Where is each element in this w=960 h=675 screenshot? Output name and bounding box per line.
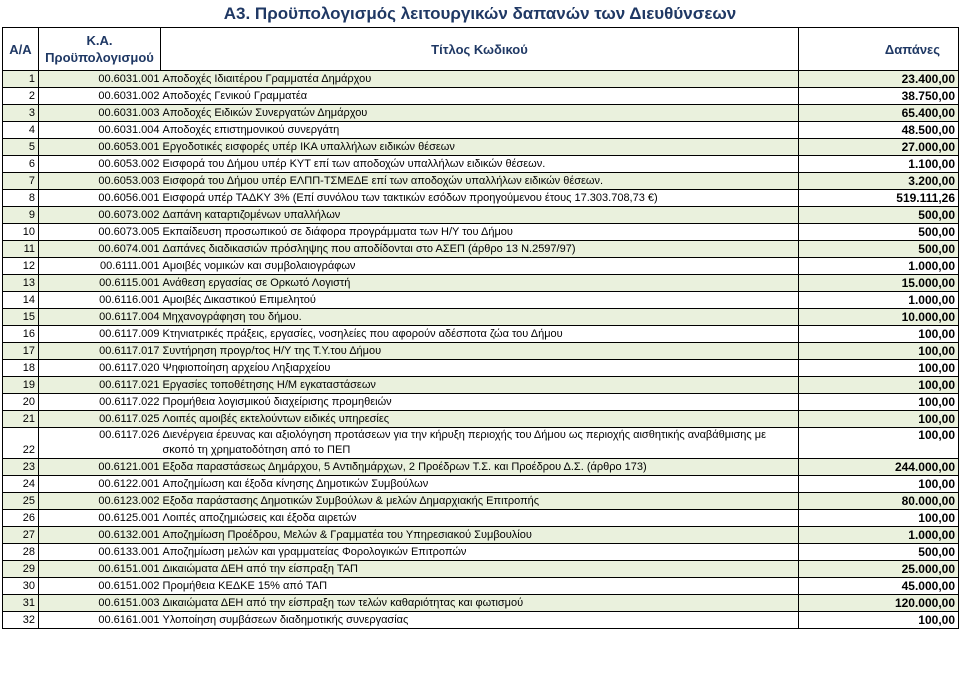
row-amount: 100,00: [799, 428, 959, 459]
row-number: 16: [3, 326, 39, 343]
row-description: Αποδοχές Ειδικών Συνεργατών Δημάρχου: [161, 105, 799, 122]
row-number: 22: [3, 428, 39, 459]
row-code: 00.6151.001: [39, 561, 161, 578]
row-description: Αποδοχές επιστημονικού συνεργάτη: [161, 122, 799, 139]
row-code: 00.6125.001: [39, 510, 161, 527]
row-number: 29: [3, 561, 39, 578]
row-description: Μηχανογράφηση του δήμου.: [161, 309, 799, 326]
row-number: 5: [3, 139, 39, 156]
table-row: [3, 207, 959, 224]
table-row: [3, 88, 959, 105]
table-header-row: [3, 28, 959, 71]
row-number: 17: [3, 343, 39, 360]
row-code: 00.6117.022: [39, 394, 161, 411]
row-amount: 500,00: [799, 207, 959, 224]
row-description: Εισφορά υπέρ ΤΑΔΚΥ 3% (Επί συνόλου των τακτικών εσόδων προηγούμενου έτους 17.303.708,73 €): [161, 190, 799, 207]
row-description: Εισφορά του Δήμου υπέρ ΕΛΠΠ-ΤΣΜΕΔΕ επί των αποδοχών υπαλλήλων ειδικών θέσεων.: [161, 173, 799, 190]
row-number: 14: [3, 292, 39, 309]
row-code: 00.6122.001: [39, 476, 161, 493]
table-row: [3, 190, 959, 207]
row-amount: 10.000,00: [799, 309, 959, 326]
row-amount: 65.400,00: [799, 105, 959, 122]
row-description: Προμήθεια λογισμικού διαχείρισης προμηθειών: [161, 394, 799, 411]
row-number: 11: [3, 241, 39, 258]
table-row: [3, 292, 959, 309]
table-row: [3, 173, 959, 190]
row-description: Αποδοχές Γενικού Γραμματέα: [161, 88, 799, 105]
row-description: Δαπάνες διαδικασιών πρόσληψης που αποδίδονται στο ΑΣΕΠ (άρθρο 13 Ν.2597/97): [161, 241, 799, 258]
table-row: [3, 275, 959, 292]
row-number: 28: [3, 544, 39, 561]
row-code: 00.6031.002: [39, 88, 161, 105]
row-code: 00.6117.025: [39, 411, 161, 428]
row-amount: 1.000,00: [799, 527, 959, 544]
row-amount: 80.000,00: [799, 493, 959, 510]
row-number: 30: [3, 578, 39, 595]
row-amount: 519.111,26: [799, 190, 959, 207]
row-description: Δικαιώματα ΔΕΗ από την είσπραξη των τελών καθαριότητας και φωτισμού: [161, 595, 799, 612]
row-code: 00.6116.001: [39, 292, 161, 309]
row-description: Δικαιώματα ΔΕΗ από την είσπραξη ΤΑΠ: [161, 561, 799, 578]
row-description: Διενέργεια έρευνας και αξιολόγηση προτάσεων για την κήρυξη περιοχής του Δήμου ως περιοχής αισθητικής αναβάθμισης με σκοπό τη χρηματοδότηση από το ΠΕΠ: [161, 428, 799, 459]
row-amount: 120.000,00: [799, 595, 959, 612]
row-number: 32: [3, 612, 39, 629]
row-amount: 500,00: [799, 544, 959, 561]
row-code: 00.6073.005: [39, 224, 161, 241]
row-number: 12: [3, 258, 39, 275]
row-code: 00.6056.001: [39, 190, 161, 207]
table-row: [3, 377, 959, 394]
row-amount: 100,00: [799, 360, 959, 377]
row-amount: 100,00: [799, 510, 959, 527]
row-amount: 48.500,00: [799, 122, 959, 139]
row-amount: 100,00: [799, 343, 959, 360]
row-code: 00.6117.009: [39, 326, 161, 343]
header-ka-line2: Προϋπολογισμού: [45, 50, 154, 65]
row-amount: 100,00: [799, 411, 959, 428]
row-amount: 15.000,00: [799, 275, 959, 292]
row-code: 00.6132.001: [39, 527, 161, 544]
row-code: 00.6111.001: [39, 258, 161, 275]
header-aa: Α/Α: [3, 28, 39, 71]
row-description: Εργασίες τοποθέτησης Η/Μ εγκαταστάσεων: [161, 377, 799, 394]
table-row: [3, 156, 959, 173]
row-description: Κτηνιατρικές πράξεις, εργασίες, νοσηλείες που αφορούν αδέσποτα ζώα του Δήμου: [161, 326, 799, 343]
row-code: 00.6031.001: [39, 71, 161, 88]
row-number: 19: [3, 377, 39, 394]
row-code: 00.6117.017: [39, 343, 161, 360]
row-number: 4: [3, 122, 39, 139]
row-code: 00.6053.003: [39, 173, 161, 190]
budget-table: [2, 27, 959, 629]
row-amount: 38.750,00: [799, 88, 959, 105]
table-row: [3, 510, 959, 527]
header-amount: Δαπάνες: [799, 28, 959, 71]
page-title: Α3. Προϋπολογισμός λειτουργικών δαπανών των Διευθύνσεων: [223, 4, 737, 23]
row-number: 10: [3, 224, 39, 241]
table-row: [3, 394, 959, 411]
row-amount: 27.000,00: [799, 139, 959, 156]
row-code: 00.6031.004: [39, 122, 161, 139]
table-row: [3, 578, 959, 595]
row-code: 00.6115.001: [39, 275, 161, 292]
row-amount: 45.000,00: [799, 578, 959, 595]
row-code: 00.6053.002: [39, 156, 161, 173]
table-row: [3, 71, 959, 88]
row-number: 23: [3, 459, 39, 476]
row-code: 00.6121.001: [39, 459, 161, 476]
row-code: 00.6117.026: [39, 428, 161, 459]
row-number: 24: [3, 476, 39, 493]
table-row: [3, 241, 959, 258]
row-amount: 23.400,00: [799, 71, 959, 88]
table-row: [3, 459, 959, 476]
row-amount: 100,00: [799, 394, 959, 411]
table-row: [3, 105, 959, 122]
row-description: Εξοδα παράστασης Δημοτικών Συμβούλων & μελών Δημαρχιακής Επιτροπής: [161, 493, 799, 510]
row-amount: 244.000,00: [799, 459, 959, 476]
row-description: Αποδοχές Ιδιαιτέρου Γραμματέα Δημάρχου: [161, 71, 799, 88]
row-code: 00.6073.002: [39, 207, 161, 224]
row-description: Λοιπές αμοιβές εκτελούντων ειδικές υπηρεσίες: [161, 411, 799, 428]
row-description: Υλοποίηση συμβάσεων διαδημοτικής συνεργασίας: [161, 612, 799, 629]
row-code: 00.6074.001: [39, 241, 161, 258]
row-description: Ανάθεση εργασίας σε Ορκωτό Λογιστή: [161, 275, 799, 292]
row-number: 18: [3, 360, 39, 377]
row-description: Εισφορά του Δήμου υπέρ ΚΥΤ επί των αποδοχών υπαλλήλων ειδικών θέσεων.: [161, 156, 799, 173]
table-row: [3, 360, 959, 377]
row-description: Λοιπές αποζημιώσεις και έξοδα αιρετών: [161, 510, 799, 527]
row-description: Εξοδα παραστάσεως Δημάρχου, 5 Αντιδημάρχων, 2 Προέδρων Τ.Σ. και Προέδρου Δ.Σ. (άρθρο 173): [161, 459, 799, 476]
header-ka: [39, 28, 161, 71]
row-amount: 1.000,00: [799, 258, 959, 275]
row-number: 15: [3, 309, 39, 326]
row-amount: 100,00: [799, 612, 959, 629]
row-code: 00.6117.020: [39, 360, 161, 377]
row-number: 7: [3, 173, 39, 190]
row-amount: 1.000,00: [799, 292, 959, 309]
row-number: 26: [3, 510, 39, 527]
row-number: 1: [3, 71, 39, 88]
row-amount: 500,00: [799, 224, 959, 241]
row-description: Αποζημίωση μελών και γραμματείας Φορολογικών Επιτροπών: [161, 544, 799, 561]
row-number: 2: [3, 88, 39, 105]
row-code: 00.6031.003: [39, 105, 161, 122]
row-number: 27: [3, 527, 39, 544]
row-description: Αμοιβές νομικών και συμβολαιογράφων: [161, 258, 799, 275]
row-code: 00.6151.002: [39, 578, 161, 595]
table-row: [3, 309, 959, 326]
table-row: [3, 139, 959, 156]
row-number: 6: [3, 156, 39, 173]
row-number: 21: [3, 411, 39, 428]
row-amount: 3.200,00: [799, 173, 959, 190]
row-description: Αμοιβές Δικαστικού Επιμελητού: [161, 292, 799, 309]
table-body: [3, 71, 959, 629]
table-row: [3, 428, 959, 459]
row-description: Αποζημίωση και έξοδα κίνησης Δημοτικών Συμβούλων: [161, 476, 799, 493]
row-number: 8: [3, 190, 39, 207]
table-row: [3, 343, 959, 360]
row-amount: 25.000,00: [799, 561, 959, 578]
row-code: 00.6133.001: [39, 544, 161, 561]
header-ka-line1: Κ.Α.: [86, 33, 113, 48]
table-row: [3, 595, 959, 612]
row-number: 3: [3, 105, 39, 122]
row-description: Αποζημίωση Προέδρου, Μελών & Γραμματέα του Υπηρεσιακού Συμβουλίου: [161, 527, 799, 544]
table-row: [3, 476, 959, 493]
header-title: Τίτλος Κωδικού: [161, 28, 799, 71]
row-code: 00.6117.021: [39, 377, 161, 394]
row-amount: 100,00: [799, 476, 959, 493]
table-row: [3, 326, 959, 343]
row-code: 00.6123.002: [39, 493, 161, 510]
table-row: [3, 493, 959, 510]
row-description: Εκπαίδευση προσωπικού σε διάφορα προγράμματα των Η/Υ του Δήμου: [161, 224, 799, 241]
row-description: Προμήθεια ΚΕΔΚΕ 15% από ΤΑΠ: [161, 578, 799, 595]
row-code: 00.6053.001: [39, 139, 161, 156]
table-row: [3, 258, 959, 275]
row-number: 9: [3, 207, 39, 224]
table-row: [3, 544, 959, 561]
row-amount: 100,00: [799, 326, 959, 343]
table-row: [3, 527, 959, 544]
table-row: [3, 561, 959, 578]
row-description: Συντήρηση προγρ/τος Η/Υ της Τ.Υ.του Δήμου: [161, 343, 799, 360]
row-number: 13: [3, 275, 39, 292]
row-amount: 500,00: [799, 241, 959, 258]
table-row: [3, 411, 959, 428]
row-description: Ψηφιοποίηση αρχείου Ληξιαρχείου: [161, 360, 799, 377]
row-number: 31: [3, 595, 39, 612]
row-code: 00.6117.004: [39, 309, 161, 326]
table-row: [3, 224, 959, 241]
row-description: Δαπάνη καταρτιζομένων υπαλλήλων: [161, 207, 799, 224]
row-number: 25: [3, 493, 39, 510]
row-amount: 1.100,00: [799, 156, 959, 173]
row-number: 20: [3, 394, 39, 411]
row-amount: 100,00: [799, 377, 959, 394]
table-row: [3, 122, 959, 139]
table-row: [3, 612, 959, 629]
row-description: Εργοδοτικές εισφορές υπέρ ΙΚΑ υπαλλήλων ειδικών θέσεων: [161, 139, 799, 156]
row-code: 00.6151.003: [39, 595, 161, 612]
row-code: 00.6161.001: [39, 612, 161, 629]
